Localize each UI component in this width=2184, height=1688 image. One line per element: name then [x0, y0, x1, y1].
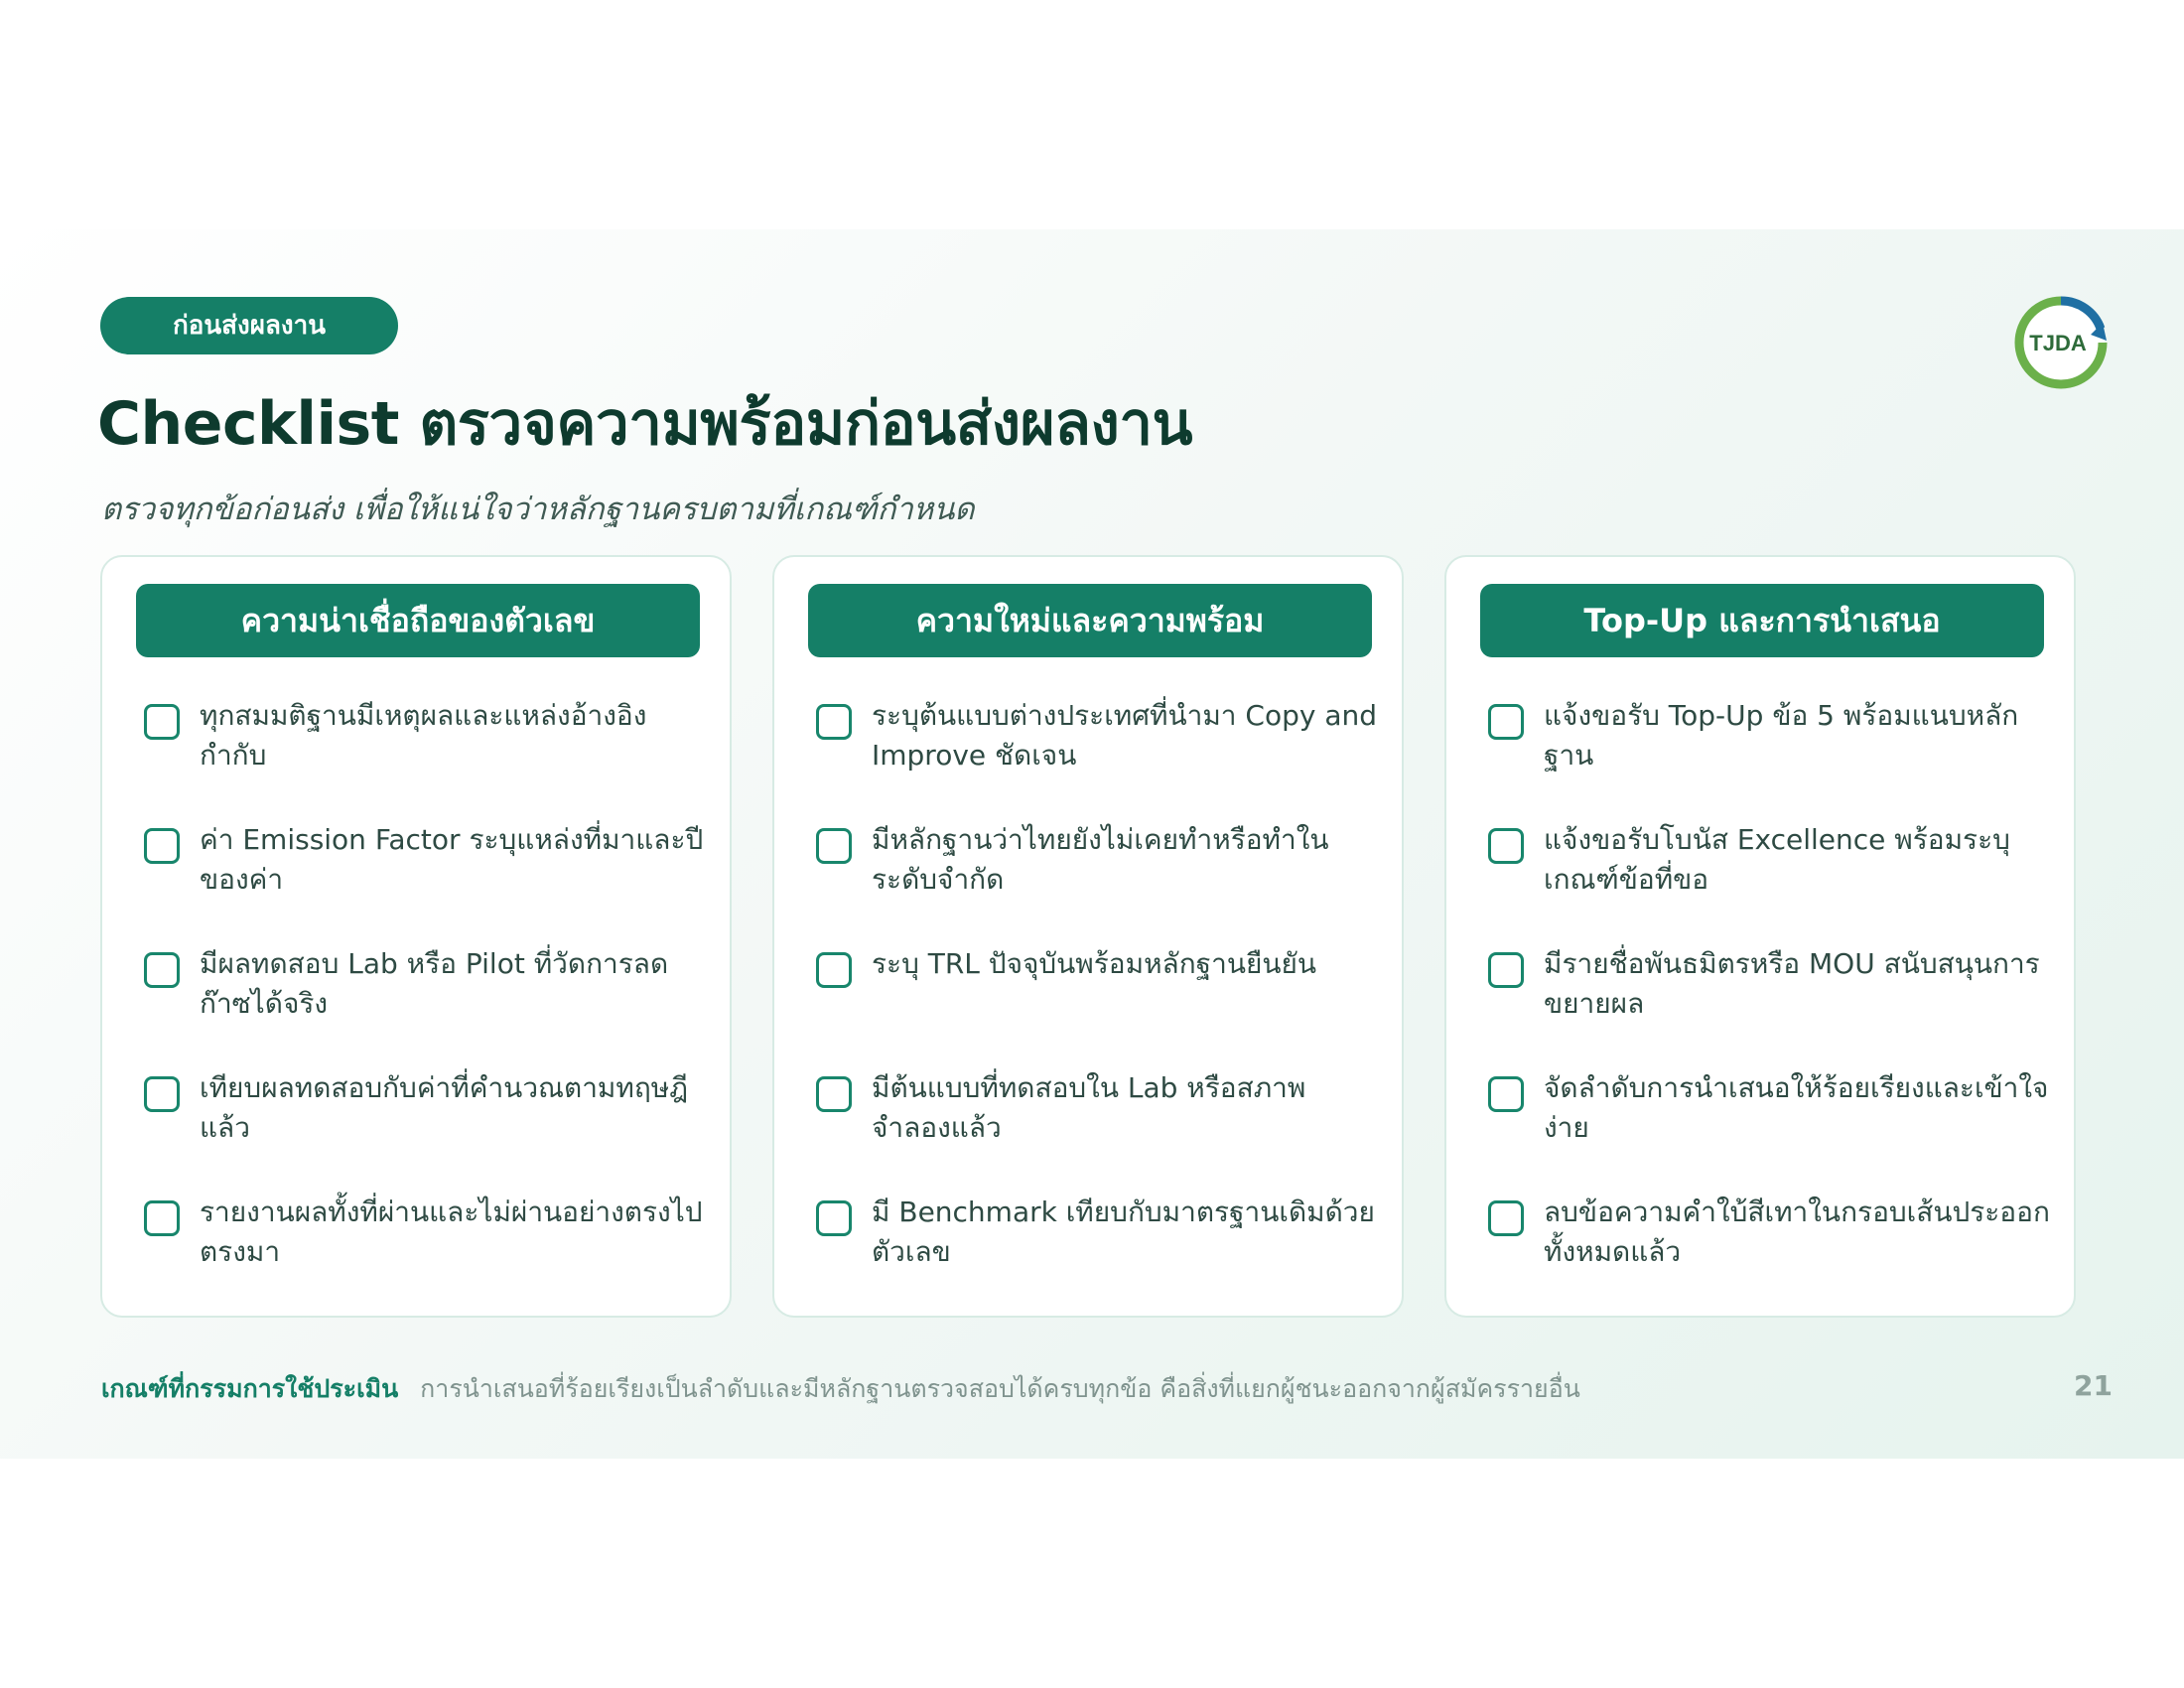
checkbox[interactable] [816, 828, 852, 864]
checklist-item-label: ระบุ TRL ปัจจุบันพร้อมหลักฐานยืนยัน [872, 947, 1317, 980]
checklist-item-label: ทุกสมมติฐานมีเหตุผลและแหล่งอ้างอิงกำกับ [200, 699, 647, 772]
checkbox[interactable] [1488, 828, 1524, 864]
checkbox[interactable] [144, 952, 180, 988]
checklist-item [1488, 944, 2044, 1044]
checkbox[interactable] [816, 1076, 852, 1112]
checklist-item [816, 820, 1372, 919]
checklist-item [144, 1068, 700, 1168]
checklist-item-label: มีผลทดสอบ Lab หรือ Pilot ที่วัดการลดก๊าซได้จริง [200, 947, 669, 1020]
checklist-item [816, 944, 1372, 1044]
checkbox[interactable] [144, 1200, 180, 1236]
checklist-card-topup [1444, 555, 2076, 1318]
card-heading: Top-Up และการนำเสนอ [1480, 584, 2044, 657]
checklist-item-label: จัดลำดับการนำเสนอให้ร้อยเรียงและเข้าใจง่าย [1544, 1071, 2049, 1144]
checklist-item [1488, 1193, 2050, 1292]
checklist-item [144, 1193, 703, 1292]
checklist-item-label: แจ้งขอรับโบนัส Excellence พร้อมระบุเกณฑ์ข้อที่ขอ [1544, 823, 2010, 896]
checklist-item-label: มีหลักฐานว่าไทยยังไม่เคยทำหรือทำในระดับจำกัด [872, 823, 1329, 896]
section-badge: ก่อนส่งผลงาน [100, 297, 398, 354]
page-number: 21 [2074, 1369, 2113, 1402]
checklist-card-reliability [100, 555, 732, 1318]
card-heading: ความใหม่และความพร้อม [808, 584, 1372, 657]
checkbox[interactable] [1488, 952, 1524, 988]
logo-text: TJDA [2029, 331, 2087, 355]
footer-text: การนำเสนอที่ร้อยเรียงเป็นลำดับและมีหลักฐานตรวจสอบได้ครบทุกข้อ คือสิ่งที่แยกผู้ชนะออกจากผู้สมัครรายอื่น [420, 1374, 1580, 1403]
checkbox[interactable] [816, 704, 852, 740]
page-title: Checklist ตรวจความพร้อมก่อนส่งผลงาน [97, 389, 1193, 459]
checklist-item-label: มีรายชื่อพันธมิตรหรือ MOU สนับสนุนการขยายผล [1544, 947, 2040, 1020]
checklist-item [1488, 820, 2044, 919]
checklist-item-label: ระบุต้นแบบต่างประเทศที่นำมา Copy and Improve ชัดเจน [872, 699, 1378, 772]
checklist-item-label: แจ้งขอรับ Top-Up ข้อ 5 พร้อมแนบหลักฐาน [1544, 699, 2019, 772]
checklist-item-label: ลบข้อความคำใบ้สีเทาในกรอบเส้นประออกทั้งหมดแล้ว [1544, 1196, 2050, 1268]
checklist-item [816, 1193, 1375, 1292]
card-heading: ความน่าเชื่อถือของตัวเลข [136, 584, 700, 657]
checkbox[interactable] [1488, 704, 1524, 740]
checkbox[interactable] [144, 1076, 180, 1112]
checklist-item [816, 696, 1378, 795]
checkbox[interactable] [1488, 1076, 1524, 1112]
footer-label: เกณฑ์ที่กรรมการใช้ประเมิน [101, 1374, 399, 1403]
checklist-item-label: ค่า Emission Factor ระบุแหล่งที่มาและปีของค่า [200, 823, 704, 896]
checklist-item [1488, 1068, 2049, 1168]
checkbox[interactable] [816, 1200, 852, 1236]
checklist-card-novelty [772, 555, 1404, 1318]
tjda-logo [2011, 293, 2111, 392]
footer [101, 1369, 1580, 1409]
checkbox[interactable] [144, 704, 180, 740]
checklist-item-label: รายงานผลทั้งที่ผ่านและไม่ผ่านอย่างตรงไปตรงมา [200, 1196, 703, 1268]
checkbox[interactable] [1488, 1200, 1524, 1236]
checklist-item-label: เทียบผลทดสอบกับค่าที่คำนวณตามทฤษฎีแล้ว [200, 1071, 689, 1144]
checkbox[interactable] [816, 952, 852, 988]
checkbox[interactable] [144, 828, 180, 864]
checklist-item [144, 820, 704, 919]
checklist-item-label: มีต้นแบบที่ทดสอบใน Lab หรือสภาพจำลองแล้ว [872, 1071, 1306, 1144]
checklist-item [144, 944, 700, 1044]
checklist-item-label: มี Benchmark เทียบกับมาตรฐานเดิมด้วยตัวเลข [872, 1196, 1375, 1268]
slide [0, 229, 2184, 1459]
checklist-item [144, 696, 700, 795]
checklist-item [1488, 696, 2044, 795]
checklist-item [816, 1068, 1372, 1168]
page-subtitle: ตรวจทุกข้อก่อนส่ง เพื่อให้แน่ใจว่าหลักฐานครบตามที่เกณฑ์กำหนด [101, 492, 975, 527]
